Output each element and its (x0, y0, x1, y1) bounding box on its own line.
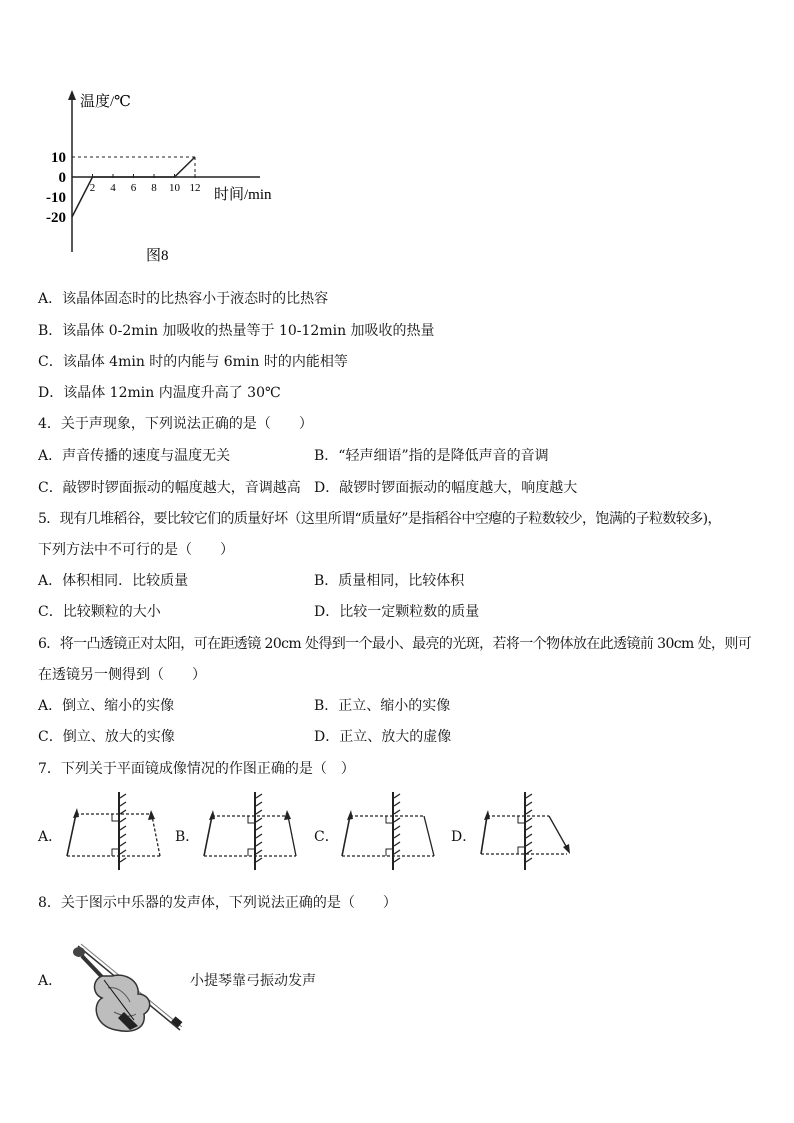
q8-stem: 8．关于图示中乐器的发声体，下列说法正确的是（ ） (38, 895, 397, 911)
option-text: 该晶体 4min 时的内能与 6min 时的内能相等 (62, 354, 348, 370)
option-text: 比较颗粒的大小 (62, 604, 161, 620)
q3-option-b[interactable] (38, 322, 435, 340)
x-tick-label: 12 (189, 182, 201, 194)
x-axis-label: 时间/min (214, 187, 272, 203)
mirror-diagram-c[interactable] (338, 790, 448, 872)
option-letter: A． (38, 448, 63, 464)
y-tick-label: -10 (46, 190, 66, 206)
option-text: 敲锣时锣面振动的幅度越大，响度越大 (339, 480, 578, 496)
q4-stem: 4．关于声现象，下列说法正确的是（ ） (38, 416, 313, 432)
x-tick-label: 6 (130, 182, 137, 194)
option-text: 该晶体 0-2min 加吸收的热量等于 10-12min 加吸收的热量 (62, 323, 435, 339)
q4-option-a[interactable] (38, 447, 230, 465)
x-tick-label: 2 (89, 182, 96, 194)
option-text: 倒立、缩小的实像 (62, 698, 175, 714)
option-letter: B． (38, 323, 63, 339)
option-letter: C． (38, 729, 63, 745)
q5-stem-line1: 5．现有几堆稻谷，要比较它们的质量好坏（这里所谓“质量好”是指稻谷中空瘪的子粒数较少，饱满的子粒数较多)， (38, 511, 721, 527)
q5-option-d[interactable] (314, 603, 479, 621)
y-axis-label: 温度/℃ (80, 94, 131, 110)
x-tick-label: 4 (110, 182, 116, 194)
option-text: 倒立、放大的实像 (62, 729, 175, 745)
option-text: 正立、放大的虚像 (339, 729, 452, 745)
q7-label-b[interactable]: B． (175, 829, 200, 845)
q7-label-c[interactable]: C． (314, 829, 339, 845)
mirror-diagram-b[interactable] (200, 790, 310, 872)
q3-option-c[interactable] (38, 353, 348, 371)
option-letter: D． (38, 385, 64, 401)
temperature-time-graph (30, 86, 290, 266)
q7-stem: 7．下列关于平面镜成像情况的作图正确的是（ ） (38, 761, 355, 777)
option-letter: D． (314, 604, 340, 620)
q6-option-a[interactable] (38, 697, 174, 715)
option-letter: B． (314, 698, 339, 714)
option-letter: D． (314, 480, 340, 496)
y-axis-arrow (68, 90, 76, 100)
y-tick-label: 10 (51, 150, 66, 166)
y-tick-label: -20 (46, 210, 66, 226)
q6-option-d[interactable] (314, 728, 451, 746)
option-text: “轻声细语”指的是降低声音的音调 (338, 448, 549, 464)
q4-option-b[interactable] (314, 447, 549, 465)
q5-option-c[interactable] (38, 603, 161, 621)
option-letter: C． (38, 604, 63, 620)
option-text: 敲锣时锣面振动的幅度越大，音调越高 (62, 480, 301, 496)
option-letter: A． (38, 291, 63, 307)
option-letter: C． (38, 480, 63, 496)
option-letter: B． (314, 448, 339, 464)
q7-label-a[interactable]: A． (38, 829, 63, 845)
mirror-diagram-d[interactable] (475, 790, 585, 872)
q8-option-a-text[interactable]: 小提琴靠弓振动发声 (190, 973, 316, 989)
option-text: 该晶体 12min 内温度升高了 30℃ (63, 385, 281, 401)
option-letter: D． (314, 729, 340, 745)
option-letter: A． (38, 698, 63, 714)
x-tick-label: 10 (169, 182, 180, 194)
q5-option-a[interactable] (38, 572, 188, 590)
q3-option-a[interactable] (38, 290, 328, 308)
q6-stem-line2: 在透镜另一侧得到（ ） (38, 667, 206, 683)
option-text: 声音传播的速度与温度无关 (62, 448, 231, 464)
option-text: 比较一定颗粒数的质量 (339, 604, 480, 620)
q7-label-d[interactable]: D． (451, 829, 477, 845)
x-tick-label: 8 (151, 182, 157, 194)
y-tick-label: 0 (58, 170, 66, 186)
q6-stem-line1: 6．将一凸透镜正对太阳，可在距透镜 20cm 处得到一个最小、最亮的光斑，若将一个物体放在此透镜前 30cm 处，则可 (38, 636, 752, 652)
mirror-diagram-a[interactable] (64, 790, 174, 872)
q4-option-d[interactable] (314, 479, 577, 497)
option-text: 正立、缩小的实像 (338, 698, 451, 714)
option-letter: A． (38, 573, 63, 589)
caption: 图8 (146, 248, 169, 264)
violin-image (68, 942, 188, 1037)
q8-option-a-letter[interactable]: A． (38, 973, 63, 989)
q3-option-d[interactable] (38, 384, 281, 402)
q6-option-b[interactable] (314, 697, 450, 715)
option-letter: B． (314, 573, 339, 589)
q5-stem-line2: 下列方法中不可行的是（ ） (38, 542, 234, 558)
option-text: 质量相同，比较体积 (338, 573, 465, 589)
q6-option-c[interactable] (38, 728, 175, 746)
option-text: 该晶体固态时的比热容小于液态时的比热容 (62, 291, 329, 307)
option-text: 体积相同．比较质量 (62, 573, 189, 589)
q5-option-b[interactable] (314, 572, 464, 590)
option-letter: C． (38, 354, 63, 370)
q4-option-c[interactable] (38, 479, 301, 497)
